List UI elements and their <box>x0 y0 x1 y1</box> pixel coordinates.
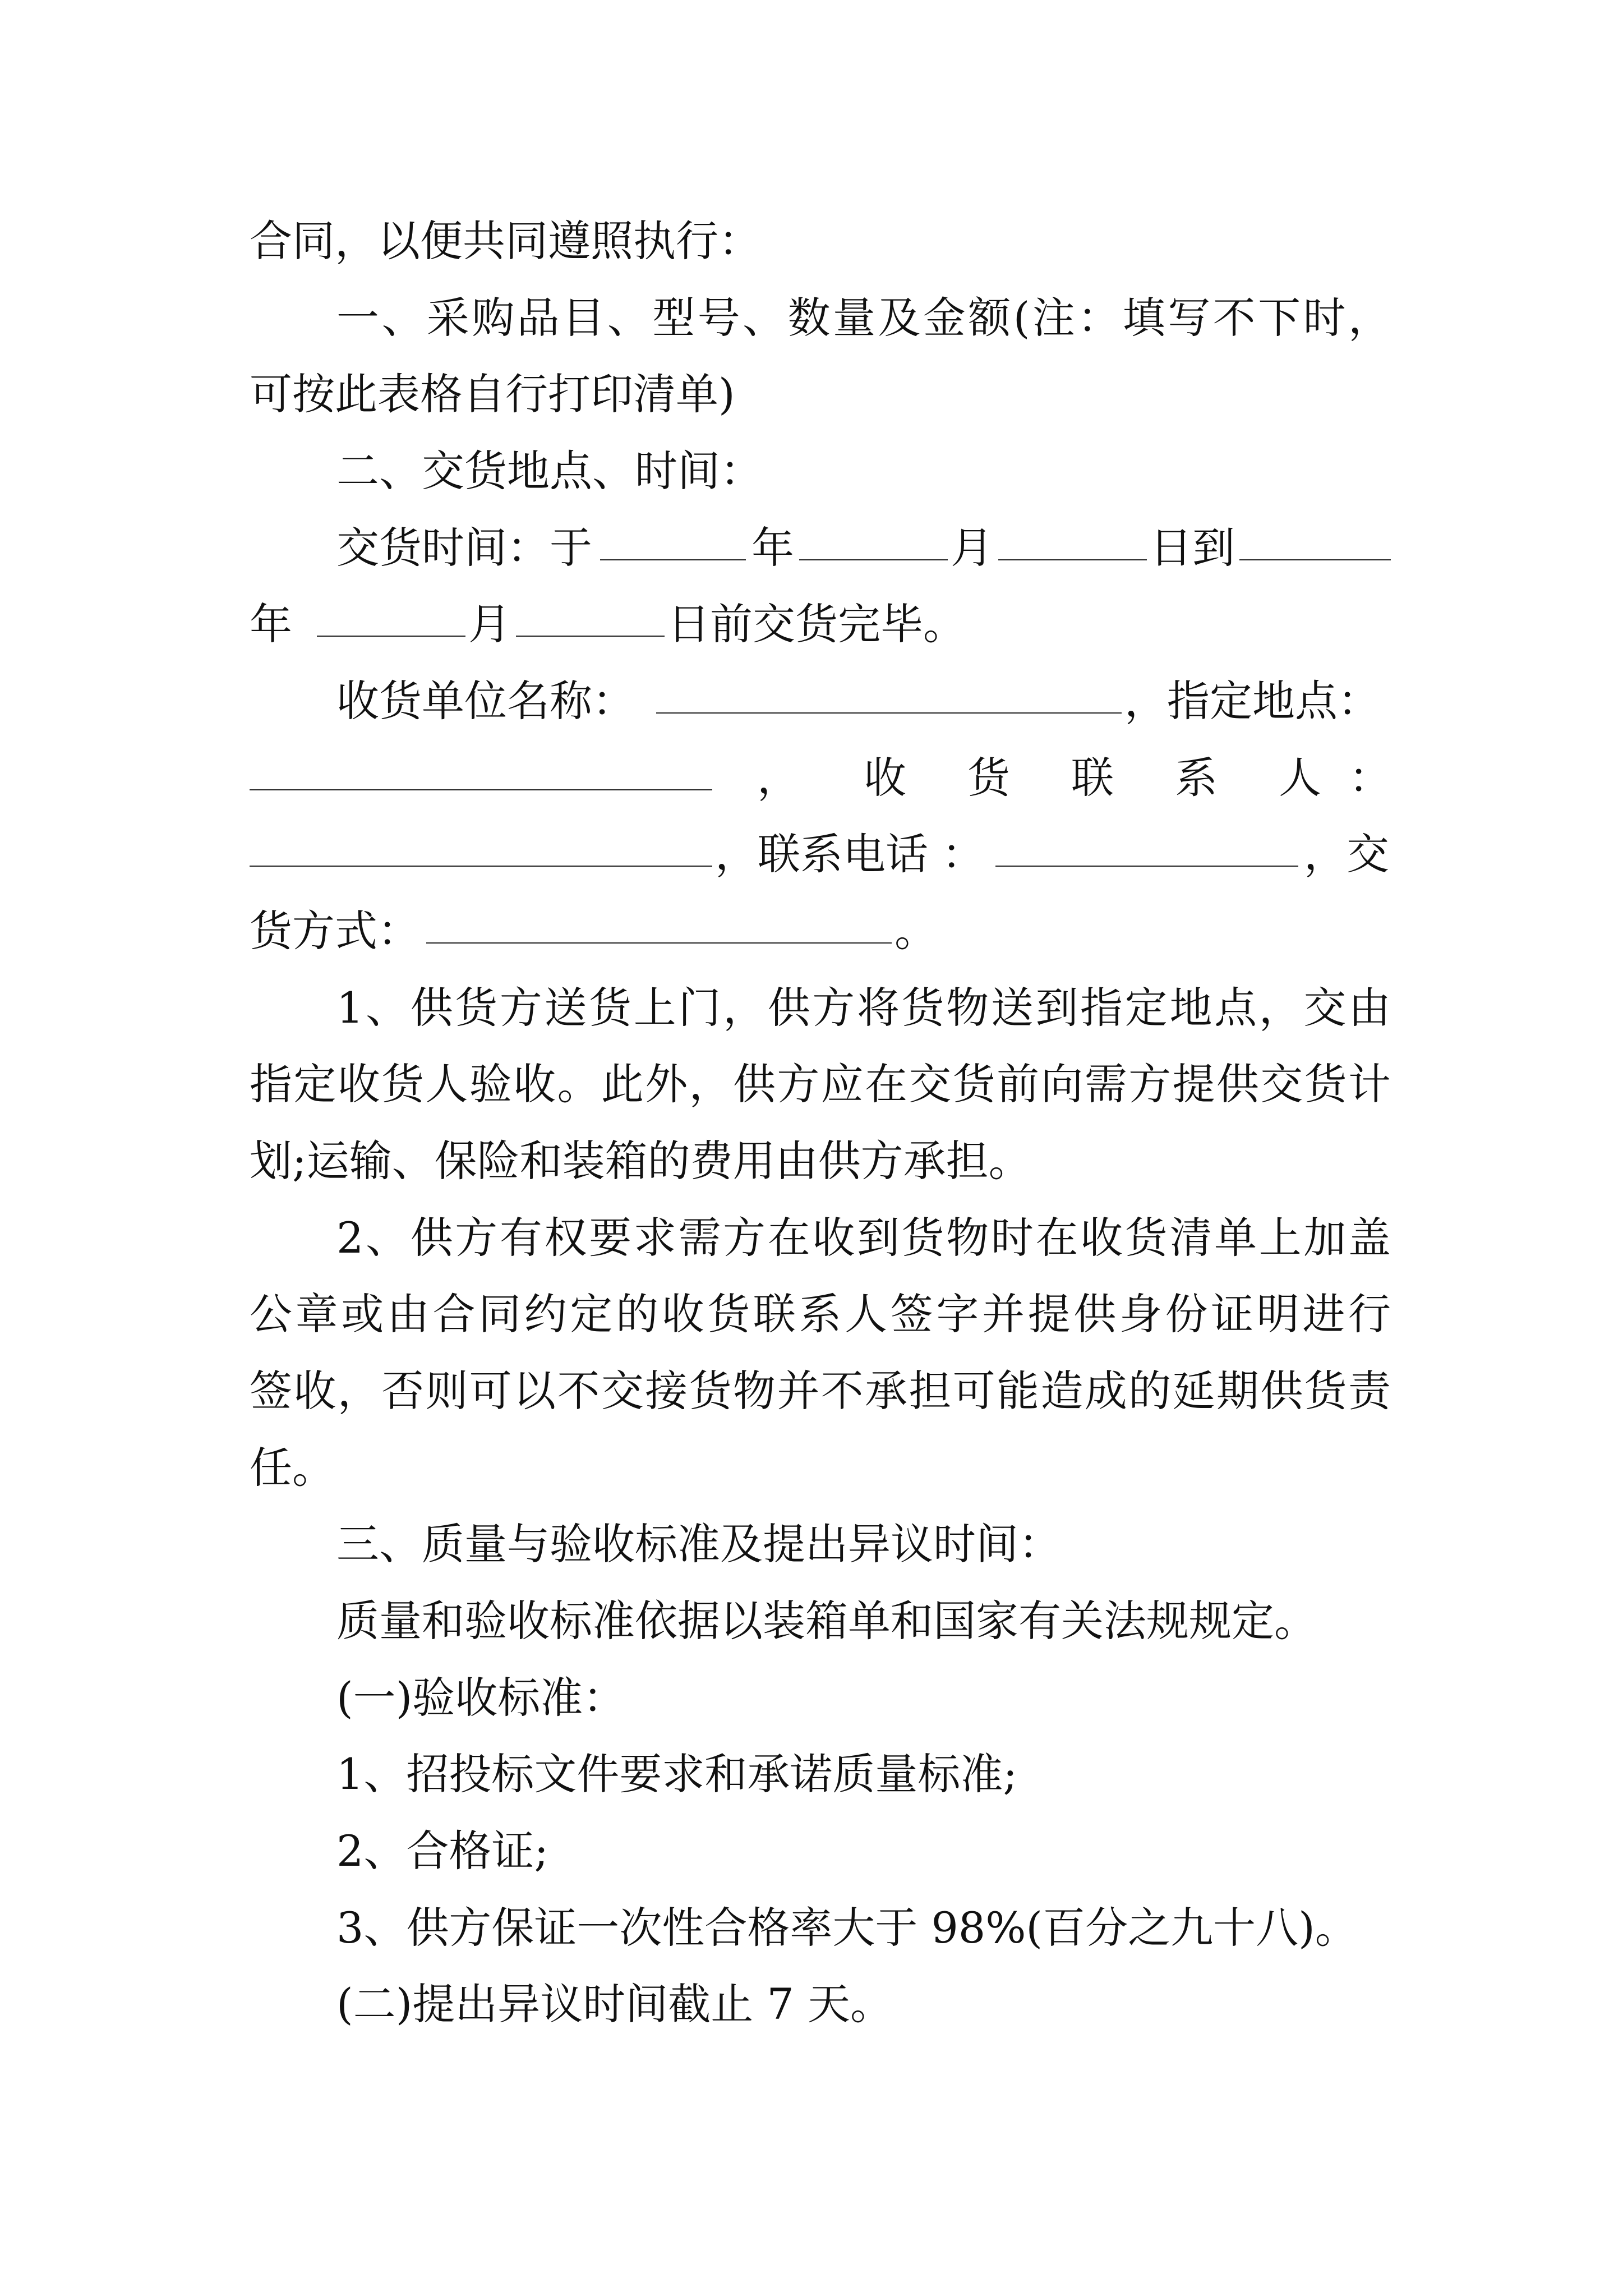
item-one-line-1 <box>336 980 1391 1036</box>
section-two-text: 二、交货地点、时间： <box>336 446 763 496</box>
standard-two-text: 2、合格证; <box>336 1826 548 1876</box>
delivery-end-month-blank[interactable] <box>317 596 465 637</box>
delivery-month2-label: 月 <box>468 599 511 649</box>
item-one-line-2 <box>250 1056 1391 1112</box>
location-contact-line <box>250 750 1391 806</box>
contact-phone-blank[interactable] <box>995 826 1298 867</box>
contact-phone-label: ，联系电话 ： <box>715 829 985 879</box>
item-one-text-1: 1、供货方送货上门，供方将货物送到指定地点，交由 <box>336 983 1391 1033</box>
contact-char-1: 收 <box>864 753 906 803</box>
receiver-unit-line <box>336 673 1391 729</box>
delivery-end-year-blank[interactable] <box>1239 520 1391 560</box>
delivery-time-label: 交货时间：于 <box>336 523 592 573</box>
delivery-time-line-2 <box>250 596 1391 652</box>
delivery-method-blank[interactable] <box>426 903 892 944</box>
item-two-text-2: 公章或由合同约定的收货联系人签字并提供身份证明进行 <box>250 1289 1391 1339</box>
section-one-heading <box>336 290 1391 346</box>
delivery-time-line <box>336 520 1391 576</box>
section-one-continuation <box>250 366 1391 422</box>
contact-comma: ， <box>757 753 800 803</box>
delivery-method-prefix: ，交 <box>1304 829 1389 879</box>
contact-char-2: 货 <box>967 753 1010 803</box>
contact-char-3: 联 <box>1071 753 1114 803</box>
paragraph-intro <box>250 213 1391 269</box>
subsection-two <box>336 1976 1391 2032</box>
receiver-unit-label: 收货单位名称： <box>336 676 635 726</box>
contact-char-6: ： <box>1349 753 1391 803</box>
section-three-body-text: 质量和验收标准依据以装箱单和国家有关法规规定。 <box>336 1596 1317 1646</box>
contact-char-5: 人 <box>1279 753 1321 803</box>
delivery-method-period: 。 <box>895 906 937 956</box>
delivery-year2-label: 年 <box>250 599 292 649</box>
section-three-heading <box>336 1516 1391 1572</box>
item-two-line-4 <box>250 1440 1391 1496</box>
delivery-method-line <box>250 903 1391 959</box>
receiver-unit-blank[interactable] <box>656 673 1122 714</box>
delivery-day-to-label: 日到 <box>1150 523 1235 573</box>
delivery-month-label: 月 <box>951 523 993 573</box>
subsection-one-text: (一)验收标准： <box>336 1673 626 1723</box>
section-two-heading <box>336 443 1391 499</box>
delivery-start-month-blank[interactable] <box>799 520 948 560</box>
item-two-line-1 <box>336 1210 1391 1266</box>
contact-person-blank[interactable] <box>250 826 712 867</box>
intro-text: 合同，以便共同遵照执行： <box>250 216 761 266</box>
standard-three <box>336 1900 1391 1956</box>
standard-two <box>336 1823 1391 1879</box>
section-three-body <box>336 1593 1391 1649</box>
section-one-text-cont: 可按此表格自行打印清单) <box>250 369 735 419</box>
item-two-text-3: 签收，否则可以不交接货物并不承担可能造成的延期供货责 <box>250 1366 1391 1416</box>
item-two-line-2 <box>250 1286 1391 1342</box>
delivery-method-label: 货方式： <box>250 906 420 956</box>
subsection-one <box>336 1670 1391 1726</box>
designated-location-label: ，指定地点： <box>1124 676 1380 726</box>
contact-char-4: 系 <box>1175 753 1218 803</box>
delivery-start-year-blank[interactable] <box>600 520 746 560</box>
item-two-line-3 <box>250 1363 1391 1419</box>
subsection-two-text: (二)提出异议时间截止 7 天。 <box>336 1979 893 2029</box>
item-one-text-3: 划;运输、保险和装箱的费用由供方承担。 <box>250 1136 1031 1186</box>
designated-location-blank[interactable] <box>250 750 712 790</box>
delivery-end-day-blank[interactable] <box>516 596 665 637</box>
item-two-text-4: 任。 <box>250 1443 335 1493</box>
delivery-year-label: 年 <box>751 523 794 573</box>
standard-one-text: 1、招投标文件要求和承诺质量标准; <box>336 1749 1017 1799</box>
item-one-text-2: 指定收货人验收。此外，供方应在交货前向需方提供交货计 <box>250 1059 1391 1109</box>
item-two-text-1: 2、供方有权要求需方在收到货物时在收货清单上加盖 <box>336 1213 1391 1263</box>
delivery-end-text: 日前交货完毕。 <box>667 599 966 649</box>
section-three-text: 三、质量与验收标准及提出异议时间： <box>336 1519 1061 1569</box>
standard-three-text: 3、供方保证一次性合格率大于 98%(百分之九十八)。 <box>336 1903 1358 1953</box>
delivery-start-day-blank[interactable] <box>998 520 1147 560</box>
standard-one <box>336 1746 1391 1802</box>
item-one-line-3 <box>250 1133 1391 1189</box>
contact-phone-line <box>250 826 1391 882</box>
section-one-text: 一、采购品目、型号、数量及金额(注：填写不下时， <box>336 293 1391 343</box>
